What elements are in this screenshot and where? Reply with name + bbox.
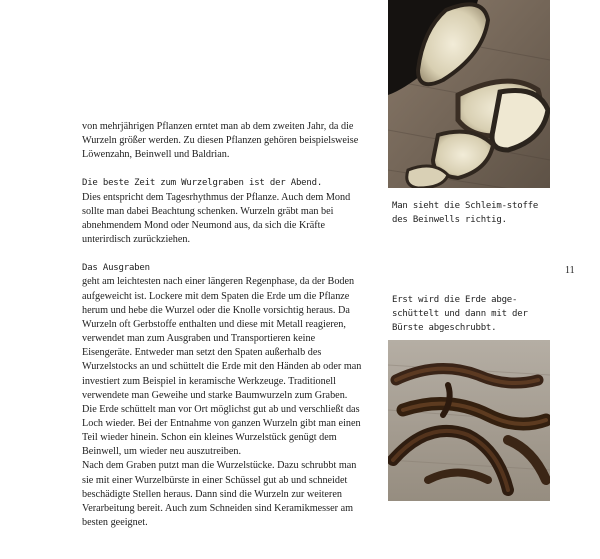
after-paragraph: Nach dem Graben putzt man die Wurzelstücke. Dazu schrubbt man sie mit einer Wurzelbürste in einer Schüssel gut ab und schneidet beschädigte Stellen heraus. Dann sind die Wurzeln zur weiteren Verarbeitung bereit. Auch zum Schneiden sind Keramikmesser am besten geeignet. <box>82 460 357 529</box>
time-paragraph: Dies entspricht dem Tagesrhythmus der Pflanze. Auch dem Mond sollte man dabei Beachtung schenken. Wurzeln gräbt man bei abnehmendem Mond oder Neumond aus, da sich die Kräfte unterirdisch zurückziehen. <box>82 191 351 246</box>
intro-paragraph: von mehrjährigen Pflanzen erntet man ab dem zweiten Jahr, da die Wurzeln größer werden. Zu diesen Pflanzen gehören beispielsweise Löwenzahn, Beinwell und Baldrian. <box>82 121 359 161</box>
sliced-comfrey-root-photo <box>388 0 550 188</box>
top-photo-caption: Man sieht die Schleim-stoffe des Beinwells richtig. <box>392 201 539 225</box>
bottom-photo-caption: Erst wird die Erde abge-schüttelt und dann mit der Bürste abgeschrubbt. <box>392 295 528 333</box>
page-number: 11 <box>565 265 575 276</box>
dig-paragraph: geht am leichtesten nach einer längeren Regenphase, da der Boden aufgeweicht ist. Lockere mit dem Spaten die Erde um die Pflanze herum und hebe die Wurzel oder die Knolle vorsichtig heraus. Da Wurzeln oft Gerbstoffe enthalten und diese mit Metall reagieren, verwendet man zum Ausgraben und Transportieren keine Eisengeräte. Entweder man setzt den Spaten außerhalb des Wurzelstocks an und schüttelt die Erde mit den Händen ab oder man investiert zum Beispiel in keramische Werkzeuge. Traditionell verwendete man Geweihe und starke Baumwurzeln zum Graben. Die Erde schüttelt man vor Ort möglichst gut ab und verschließt das Loch wieder. Bei der Entnahme von ganzen Wurzeln gibt man einen Teil wieder hinein. Schon ein kleines Wurzelstück genügt dem Beinwell, um wieder neu auszutreiben. <box>82 276 362 458</box>
cleaned-roots-photo <box>388 340 550 501</box>
dig-heading: Das Ausgraben <box>82 263 150 274</box>
main-text-column <box>82 120 364 530</box>
time-heading: Die beste Zeit zum Wurzelgraben ist der Abend. <box>82 178 323 189</box>
